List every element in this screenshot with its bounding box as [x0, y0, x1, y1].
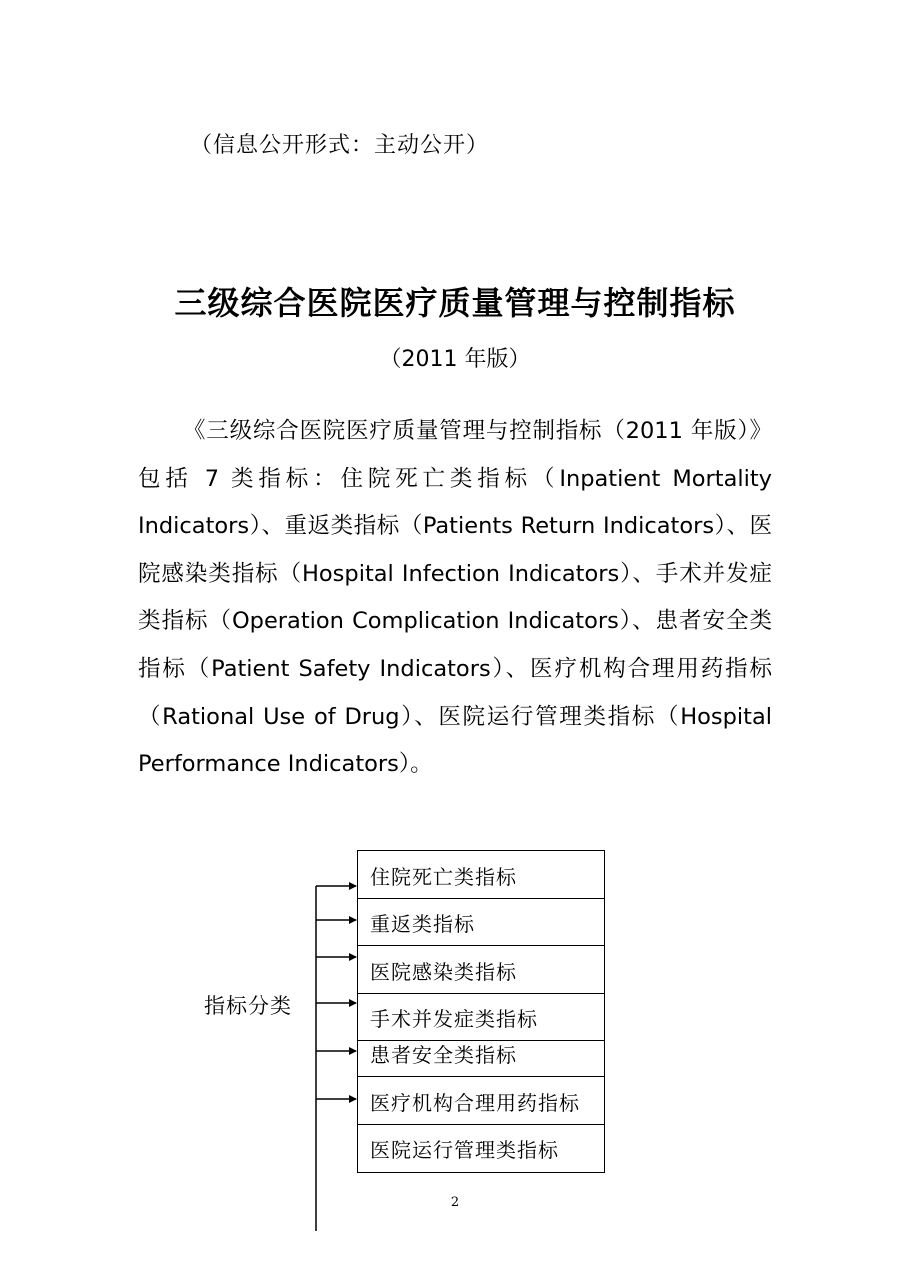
category-box-patient-safety [357, 1040, 605, 1076]
category-label: 医院运行管理类指标 [370, 1138, 559, 1162]
disclosure-note: （信息公开形式：主动公开） [190, 133, 490, 158]
page-number: 2 [450, 1195, 460, 1210]
category-label: 住院死亡类指标 [370, 865, 517, 889]
category-label: 患者安全类指标 [370, 1043, 517, 1067]
category-box-rational-drug-use [357, 1076, 605, 1124]
edition-subtitle: （2011 年版） [379, 347, 531, 372]
category-box-hospital-infection [357, 945, 605, 993]
category-box-operation-complication [357, 993, 605, 1040]
category-box-patient-return [357, 898, 605, 945]
category-label: 手术并发症类指标 [370, 1007, 538, 1031]
category-box-inpatient-mortality [357, 850, 605, 898]
document-title: 三级综合医院医疗质量管理与控制指标 [174, 284, 736, 322]
category-label: 医院感染类指标 [370, 960, 517, 984]
category-label: 重返类指标 [370, 912, 475, 936]
category-label: 医疗机构合理用药指标 [370, 1091, 580, 1115]
diagram-root-label: 指标分类 [204, 994, 292, 1018]
category-box-hospital-performance [357, 1124, 605, 1173]
intro-paragraph: 《三级综合医院医疗质量管理与控制指标（2011 年版）》包括 7 类指标：住院死亡类指标（Inpatient Mortality Indicators）、重返类指标（Patients Return Indicators）、医院感染类指标（Hospital Infection Indicators）、手术并发症类指标（Operation Complication Indicators）、患者安全类指标（Patient Safety Indicators）、医疗机构合理用药指标（Rational Use of Drug）、医院运行管理类指标（Hospital Performance Indicators）。 [138, 418, 772, 778]
